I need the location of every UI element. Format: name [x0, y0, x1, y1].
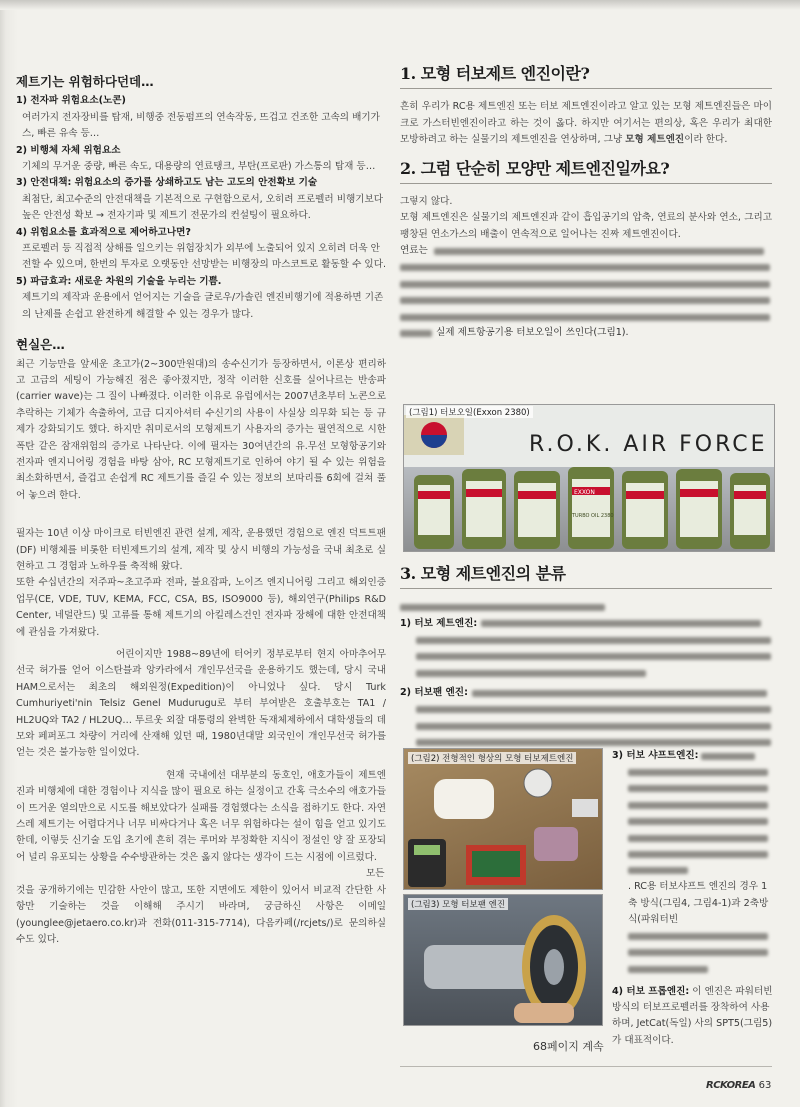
blurred-line [400, 599, 772, 615]
figure-turbofan-photo [403, 894, 603, 1026]
text: 연료는 [400, 245, 428, 257]
blurred-line [612, 781, 774, 797]
heading-what-is-turbojet: 1. 모형 터보제트 엔진이란? [400, 66, 772, 89]
item-head: 3) 안전대책: 위험요소의 증가를 상쇄하고도 남는 고도의 안전확보 기술 [16, 177, 318, 189]
blurred-line [400, 243, 772, 259]
page-footer [706, 1080, 771, 1091]
danger-item [16, 225, 386, 274]
section-title-danger: 제트기는 위험하다던데… [16, 74, 154, 89]
section-title-reality: 현실은… [16, 337, 65, 353]
blurred-line [612, 846, 774, 862]
blurred-line [612, 863, 774, 879]
blurred-line [400, 276, 772, 292]
blurred-line [612, 814, 774, 830]
figure-caption: (그림1) 터보오일(Exxon 2380) [406, 406, 533, 418]
turbo-oil-illustration [404, 405, 775, 552]
danger-item [16, 143, 386, 176]
blurred-line [400, 292, 772, 308]
heading-real-jet: 2. 그럼 단순히 모양만 제트엔진일까요? [400, 161, 772, 184]
item-head: 3) 터보 샤프트엔진: [612, 750, 699, 761]
blurred-line [612, 928, 774, 944]
heading-classification: 3. 모형 제트엔진의 분류 [400, 566, 772, 589]
item-head: 1) 전자파 위험요소(노콘) [16, 95, 126, 107]
danger-item [16, 175, 386, 224]
item-body: 기체의 무거운 중량, 빠른 속도, 대용량의 연료탱크, 부탄(프로판) 가스통의 탑재 등… [22, 161, 376, 173]
turbo-oil-label: TURBO OIL 2380 [572, 513, 614, 519]
text: 이라 한다. [684, 134, 728, 146]
page-number: 63 [758, 1080, 772, 1091]
item-head: 1) 터보 제트엔진: [400, 617, 478, 629]
emphasis-text: 모형 제트엔진 [625, 134, 685, 146]
figure-caption: (그림3) 모형 터보팬 엔진 [408, 898, 508, 910]
item-head: 2) 비행체 자체 위험요소 [16, 144, 121, 156]
footer-divider [400, 1066, 772, 1067]
classification-item [400, 685, 772, 701]
item-body: 여러가지 전자장비를 탑재, 비행중 전동펌프의 연속작동, 뜨겁고 건조한 고속의 배기가스, 빠른 유속 등… [22, 111, 380, 140]
blurred-line [612, 764, 774, 780]
figure-caption: (그림2) 전형적인 형상의 모형 터보제트엔진 [408, 752, 576, 764]
classification-items-narrow [612, 748, 774, 1049]
text: 흔히 우리가 RC용 제트엔진 또는 터보 제트엔진이라고 알고 있는 모형 제트엔진들은 마이크로 가스터빈엔진이라고 하는 것이 옳다. 하지만 여기서는 편의상, 혹은 우리가 최대한 모방하려고 하는 실물기의 제트엔진을 연상하며, 그냥 [400, 101, 772, 146]
right-column [400, 66, 772, 342]
paragraph: 또한 수십년간의 저주파~초고주파 전파, 불요잡파, 노이즈 엔지니어링 그리고 해외인증업무(CE, VDE, TUV, KEMA, FCC, CSA, BS, ISO9000 등), 해외연구(Philips R&D Center, 네덜란드) 및 고류를 통해 제트기의 아킬레스건인 전자파 장해에 대한 안전대책에 관심을 가져왔다. [16, 577, 386, 638]
turbojet-illustration [404, 749, 603, 890]
blurred-line [612, 961, 774, 977]
blurred-line [400, 649, 772, 665]
figure-turbo-oil-photo [403, 404, 775, 552]
danger-item [16, 93, 386, 142]
paragraph: 그렇지 않다. [400, 196, 453, 208]
section-classification [400, 566, 772, 767]
classification-item [612, 748, 774, 764]
blurred-line [400, 718, 772, 734]
danger-item [16, 274, 386, 323]
item-body: 최첨단, 최고수준의 안전대책을 기본적으로 구현함으로서, 오히려 프로펠러 비행기보다 높은 안전성 확보 → 전자기파 및 제트기 전문가의 컨설팅이 필요하다. [22, 193, 384, 222]
paragraph: 최근 기능만을 앞세운 초고가(2~300만원대)의 송수신기가 등장하면서, 이론상 편리하고 고급의 세팅이 가능해진 점은 좋아졌지만, 정작 이러한 신호를 실어나르는 반송파(carrier wave)는 그 질이 나빠졌다. 이러한 이유로 유럽에서는 2007년초부터 노콘으로 추락하는 기체가 속출하여, 고급 디지아셔터 수신기의 사용이 사실상 의무화 되는 등 규제가 강화되기도 했다. 하지만 취미로서의 모형제트기 사용자의 증가는 필연적으로 시한폭탄 같은 잠재위험의 증가로 나타난다. 이에 필자는 30여년간의 유.무선 모형항공기와 전자파 엔지니어링 경험을 바탕 삼아, RC 모형제트기로 인하여 야기 될 수 있는 위험을 최소화하면서, 즐겁고 손쉽게 RC 제트기를 즐길 수 있는 정보의 보따리를 6회에 걸쳐 풀어 놓으려 한다. [16, 358, 386, 501]
air-force-banner: R.O.K. AIR FORCE [529, 432, 768, 457]
text: 실제 제트항공기용 터보오일이 쓰인다(그림1). [436, 327, 629, 339]
paragraph: 현재 국내에선 대부분의 동호인, 애호가들이 제트엔진과 비행체에 대한 경험이나 지식을 많이 필요로 하는 실정이고 간혹 극소수의 애호가들이 뜨거운 열의만으로 시도를 해보았다가 실패를 경험했다는 소식을 접하기도 한다. 자연스레 제트기는 어렵다거나 너무 비싸다거나 혹은 너무 위험하다는 설이 힘을 얻고 있기도 한데, 이렇듯 신기술 도입 초기에 흔히 겪는 루머와 부정확한 지식이 정설인 양 잘 포장되어 널리 유포되는 상황을 수수방관하는 것은 옳지 않다는 생각이 드는 시점에 이르렀다. [16, 769, 386, 863]
blurred-line [612, 830, 774, 846]
exxon-brand: EXXON [574, 489, 595, 496]
item-head: 4) 터보 프롭엔진: [612, 985, 690, 997]
paragraph: 모형 제트엔진은 실물기의 제트엔진과 같이 흡입공기의 압축, 연료의 분사와 연소, 그리고 팽창된 연소가스의 배출이 연속적으로 일어나는 진짜 제트엔진이다. [400, 212, 772, 240]
item-head: 5) 파급효과: 새로운 차원의 기술을 누리는 기쁨. [16, 275, 222, 287]
paragraph: 필자는 10년 이상 마이크로 터빈엔진 관련 설계, 제작, 운용했던 경험으로 엔진 덕트트팬(DF) 비행체를 비롯한 터빈제트기의 설계, 제작 및 상시 비행의 가능성을 국내 최초로 실현하고 그 경험과 노하우를 축적해 왔다. [16, 528, 386, 572]
item-body: 이 엔진은 파워터빈 방식의 터보프로펠러를 장착하여 사용하며, JetCat(독일) 사의 SPT5(그림5)가 대표적이다. [612, 985, 773, 1046]
blurred-line [400, 309, 772, 325]
blurred-line [400, 702, 772, 718]
page-top-shadow [0, 0, 800, 10]
blurred-line [612, 945, 774, 961]
paragraph: 모든 것을 공개하기에는 민감한 사안이 많고, 또한 지면에도 제한이 있어서 비교적 간단한 사항만 기술하는 것을 이해해 주시기 바라며, 궁금하신 사항은 이메일(younglee@jetaero.co.kr)과 전화(011-315-7714), 다음카페(/rcjets/)로 문의하실 수도 있다. [16, 868, 386, 945]
blurred-line [400, 632, 772, 648]
figure-turbojet-photo [403, 748, 603, 890]
classification-item [400, 616, 772, 632]
item-body: 제트기의 제작과 운용에서 얻어지는 기술을 글로우/가솔린 엔진비행기에 적용하면 기존의 난제를 손쉽고 완전하게 해결할 수 있는 경우가 많다. [22, 292, 384, 320]
blurred-line [400, 325, 772, 341]
turbofan-illustration [404, 895, 603, 1026]
item-body: 프로펠러 등 직접적 상해를 일으키는 위험장치가 외부에 노출되어 있지 오히려 더욱 안전할 수 있으며, 한번의 투자로 오랫동안 선망받는 비행장의 마스코트로 활동할 수 있다. [22, 243, 387, 271]
blurred-line [612, 797, 774, 813]
item-head: 2) 터보팬 엔진: [400, 687, 468, 699]
left-column [16, 74, 386, 948]
classification-item [612, 984, 774, 1050]
paragraph [400, 99, 772, 148]
item-head: 4) 위험요소를 효과적으로 제어하고나면? [16, 226, 191, 238]
blurred-line [400, 260, 772, 276]
blurred-line [400, 665, 772, 681]
magazine-name: RCKOREA [706, 1080, 756, 1091]
paragraph: . RC용 터보샤프트 엔진의 경우 1축 방식(그림4, 그림4-1)과 2축방식(파워터빈 [628, 881, 769, 925]
paragraph: 어린이지만 1988~89년에 터어키 정부로부터 현지 아마추어무선국 허가를 얻어 이스탄블과 앙카라에서 개인무선국을 운용하기도 했는데, 당시 국내 HAM으로서는 최초의 해외원정(Expedition)이 아니었나 싶다. 당시 Turk Cumhuriyeti'nin Telsiz Genel Mudurugu로 부터 부여받은 호출부호는 TA1 / HL2UQ와 TA2 / HL2UQ… 투르웃 외잘 대통령의 완벽한 독재체제하에서 대학생들의 데모와 페퍼포그 차량이 거리에 산재해 있던 때, 1980년대말 외국인이 개인무선국 허가를 얻는 것은 불가능한 일이었다. [16, 649, 386, 759]
continued-notice: 68페이지 계속 [533, 1040, 604, 1053]
